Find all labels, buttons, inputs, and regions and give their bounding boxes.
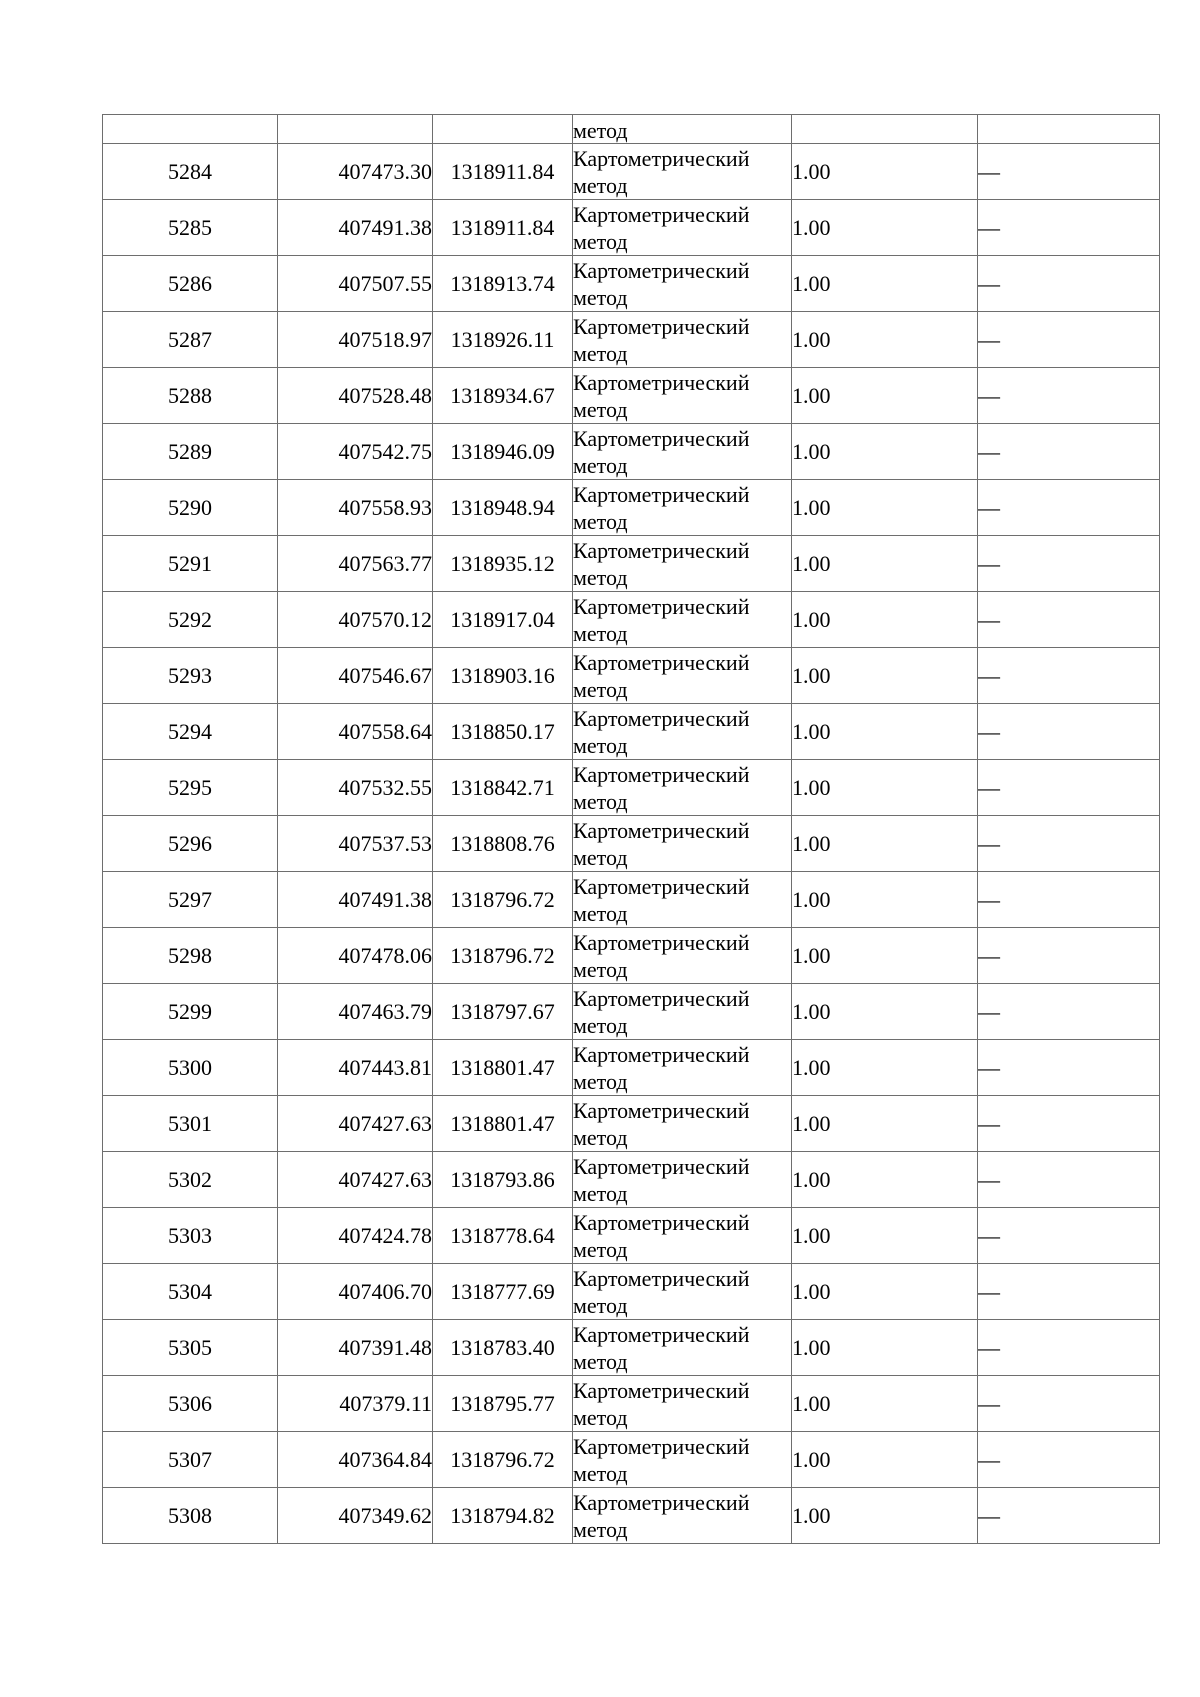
x-coordinate-cell: 407427.63 <box>278 1152 433 1208</box>
y-coordinate-cell: 1318783.40 <box>433 1320 573 1376</box>
table-row <box>103 1264 1160 1320</box>
point-number-cell: 5293 <box>103 648 278 704</box>
point-number-cell: 5300 <box>103 1040 278 1096</box>
method-text-line-1: Картометрический <box>573 481 750 507</box>
method-text-line-2: метод <box>573 228 628 254</box>
point-number-cell: 5304 <box>103 1264 278 1320</box>
method-cell <box>573 1432 792 1488</box>
precision-cell: 1.00 <box>792 368 978 424</box>
point-number-cell: 5288 <box>103 368 278 424</box>
point-number-cell: 5298 <box>103 928 278 984</box>
note-cell: — <box>978 368 1160 424</box>
method-text-line-2: метод <box>573 1516 628 1542</box>
point-number-cell: 5289 <box>103 424 278 480</box>
y-coordinate-cell: 1318777.69 <box>433 1264 573 1320</box>
y-coordinate-cell: 1318911.84 <box>433 144 573 200</box>
method-text-line-2: метод <box>573 508 628 534</box>
table-row <box>103 760 1160 816</box>
table-row <box>103 1376 1160 1432</box>
point-number-cell: 5296 <box>103 816 278 872</box>
method-cell <box>573 1320 792 1376</box>
method-cell <box>573 480 792 536</box>
table-row <box>103 1432 1160 1488</box>
x-coordinate-cell: 407563.77 <box>278 536 433 592</box>
table-row <box>103 480 1160 536</box>
note-cell: — <box>978 1432 1160 1488</box>
method-text-line-1: Картометрический <box>573 1265 750 1291</box>
note-cell: — <box>978 648 1160 704</box>
x-coordinate-cell: 407391.48 <box>278 1320 433 1376</box>
method-cell <box>573 424 792 480</box>
precision-cell: 1.00 <box>792 1096 978 1152</box>
table-row <box>103 144 1160 200</box>
method-text-line-2: метод <box>573 620 628 646</box>
method-text-line-2: метод <box>573 284 628 310</box>
method-text-line-2: метод <box>573 732 628 758</box>
method-text-line-1: Картометрический <box>573 425 750 451</box>
precision-cell: 1.00 <box>792 1040 978 1096</box>
method-text-line-2: метод <box>573 1012 628 1038</box>
point-number-cell: 5303 <box>103 1208 278 1264</box>
precision-cell: 1.00 <box>792 480 978 536</box>
x-coordinate-cell: 407478.06 <box>278 928 433 984</box>
precision-cell: 1.00 <box>792 592 978 648</box>
precision-cell: 1.00 <box>792 536 978 592</box>
x-coordinate-cell: 407427.63 <box>278 1096 433 1152</box>
method-text-line-2: метод <box>573 1068 628 1094</box>
x-coordinate-cell: 407379.11 <box>278 1376 433 1432</box>
x-coordinate-cell <box>278 115 433 144</box>
precision-cell: 1.00 <box>792 1488 978 1544</box>
x-coordinate-cell: 407443.81 <box>278 1040 433 1096</box>
x-coordinate-cell: 407558.64 <box>278 704 433 760</box>
note-cell: — <box>978 1096 1160 1152</box>
x-coordinate-cell: 407532.55 <box>278 760 433 816</box>
y-coordinate-cell: 1318801.47 <box>433 1096 573 1152</box>
method-cell <box>573 368 792 424</box>
method-text-line-2: метод <box>573 844 628 870</box>
method-text-line-1: Картометрический <box>573 929 750 955</box>
x-coordinate-cell: 407424.78 <box>278 1208 433 1264</box>
y-coordinate-cell: 1318796.72 <box>433 872 573 928</box>
note-cell: — <box>978 984 1160 1040</box>
point-number-cell: 5292 <box>103 592 278 648</box>
method-text-line-1: Картометрический <box>573 705 750 731</box>
x-coordinate-cell: 407558.93 <box>278 480 433 536</box>
method-text-line-1: Картометрический <box>573 1321 750 1347</box>
note-cell: — <box>978 424 1160 480</box>
point-number-cell: 5291 <box>103 536 278 592</box>
table-row <box>103 1152 1160 1208</box>
coordinates-table-body <box>103 115 1160 1544</box>
method-cell <box>573 760 792 816</box>
method-text-line-2: метод <box>573 172 628 198</box>
method-text-line-1: Картометрический <box>573 1489 750 1515</box>
y-coordinate-cell: 1318796.72 <box>433 1432 573 1488</box>
y-coordinate-cell: 1318917.04 <box>433 592 573 648</box>
y-coordinate-cell: 1318948.94 <box>433 480 573 536</box>
method-cell <box>573 648 792 704</box>
y-coordinate-cell: 1318796.72 <box>433 928 573 984</box>
x-coordinate-cell: 407364.84 <box>278 1432 433 1488</box>
method-text-line-1: Картометрический <box>573 201 750 227</box>
note-cell: — <box>978 928 1160 984</box>
note-cell: — <box>978 704 1160 760</box>
method-text-line-2: метод <box>573 1180 628 1206</box>
method-text-line-1: Картометрический <box>573 1209 750 1235</box>
point-number-cell: 5305 <box>103 1320 278 1376</box>
table-row <box>103 984 1160 1040</box>
table-row <box>103 312 1160 368</box>
x-coordinate-cell: 407518.97 <box>278 312 433 368</box>
continuation-row <box>103 115 1160 144</box>
precision-cell: 1.00 <box>792 1432 978 1488</box>
method-text-line-1: Картометрический <box>573 1041 750 1067</box>
precision-cell: 1.00 <box>792 1376 978 1432</box>
precision-cell: 1.00 <box>792 1320 978 1376</box>
table-row <box>103 704 1160 760</box>
method-text-line-2: метод <box>573 788 628 814</box>
point-number-cell: 5297 <box>103 872 278 928</box>
point-number-cell: 5294 <box>103 704 278 760</box>
precision-cell: 1.00 <box>792 648 978 704</box>
method-text-line-2: метод <box>573 900 628 926</box>
y-coordinate-cell <box>433 115 573 144</box>
method-text-line-2: метод <box>573 1348 628 1374</box>
note-cell: — <box>978 1320 1160 1376</box>
table-row <box>103 368 1160 424</box>
y-coordinate-cell: 1318797.67 <box>433 984 573 1040</box>
method-text-line-1: Картометрический <box>573 873 750 899</box>
x-coordinate-cell: 407406.70 <box>278 1264 433 1320</box>
method-cell <box>573 1376 792 1432</box>
precision-cell: 1.00 <box>792 984 978 1040</box>
note-cell: — <box>978 1040 1160 1096</box>
note-cell: — <box>978 536 1160 592</box>
point-number-cell: 5306 <box>103 1376 278 1432</box>
x-coordinate-cell: 407546.67 <box>278 648 433 704</box>
method-cell <box>573 984 792 1040</box>
method-cell <box>573 256 792 312</box>
y-coordinate-cell: 1318935.12 <box>433 536 573 592</box>
precision-cell: 1.00 <box>792 928 978 984</box>
method-cell <box>573 1040 792 1096</box>
precision-cell: 1.00 <box>792 256 978 312</box>
precision-cell: 1.00 <box>792 872 978 928</box>
method-cell: метод <box>573 115 792 144</box>
x-coordinate-cell: 407463.79 <box>278 984 433 1040</box>
table-row <box>103 256 1160 312</box>
table-row <box>103 928 1160 984</box>
method-text-line-1: Картометрический <box>573 145 750 171</box>
y-coordinate-cell: 1318793.86 <box>433 1152 573 1208</box>
method-cell <box>573 816 792 872</box>
note-cell: — <box>978 480 1160 536</box>
precision-cell: 1.00 <box>792 424 978 480</box>
point-number-cell: 5307 <box>103 1432 278 1488</box>
method-text-line-2: метод <box>573 1460 628 1486</box>
note-cell: — <box>978 592 1160 648</box>
table-row <box>103 816 1160 872</box>
x-coordinate-cell: 407537.53 <box>278 816 433 872</box>
method-cell <box>573 312 792 368</box>
y-coordinate-cell: 1318911.84 <box>433 200 573 256</box>
point-number-cell: 5285 <box>103 200 278 256</box>
y-coordinate-cell: 1318934.67 <box>433 368 573 424</box>
point-number-cell: 5286 <box>103 256 278 312</box>
precision-cell: 1.00 <box>792 760 978 816</box>
table-row <box>103 872 1160 928</box>
method-text-line-1: Картометрический <box>573 649 750 675</box>
method-text-line-1: Картометрический <box>573 313 750 339</box>
table-row <box>103 648 1160 704</box>
method-cell <box>573 1208 792 1264</box>
x-coordinate-cell: 407491.38 <box>278 872 433 928</box>
point-number-cell: 5284 <box>103 144 278 200</box>
precision-cell: 1.00 <box>792 1152 978 1208</box>
method-text-line-1: Картометрический <box>573 761 750 787</box>
note-cell: — <box>978 816 1160 872</box>
precision-cell: 1.00 <box>792 704 978 760</box>
coordinates-table <box>102 114 1160 1544</box>
method-text-line-2: метод <box>573 1404 628 1430</box>
method-text-line-1: Картометрический <box>573 1153 750 1179</box>
note-cell: — <box>978 256 1160 312</box>
note-cell: — <box>978 1208 1160 1264</box>
note-cell: — <box>978 200 1160 256</box>
note-cell: — <box>978 1264 1160 1320</box>
point-number-cell: 5308 <box>103 1488 278 1544</box>
table-row <box>103 1040 1160 1096</box>
method-cell <box>573 872 792 928</box>
y-coordinate-cell: 1318850.17 <box>433 704 573 760</box>
method-text-line-1: Картометрический <box>573 985 750 1011</box>
y-coordinate-cell: 1318903.16 <box>433 648 573 704</box>
method-cell <box>573 144 792 200</box>
precision-cell: 1.00 <box>792 144 978 200</box>
note-cell: — <box>978 760 1160 816</box>
table-row <box>103 200 1160 256</box>
precision-cell: 1.00 <box>792 200 978 256</box>
y-coordinate-cell: 1318926.11 <box>433 312 573 368</box>
y-coordinate-cell: 1318946.09 <box>433 424 573 480</box>
method-text-line-2: метод <box>573 564 628 590</box>
method-text-line-1: Картометрический <box>573 1433 750 1459</box>
x-coordinate-cell: 407528.48 <box>278 368 433 424</box>
method-cell <box>573 704 792 760</box>
method-text-line-1: Картометрический <box>573 1097 750 1123</box>
method-cell <box>573 200 792 256</box>
method-cell <box>573 1488 792 1544</box>
method-text-line-2: метод <box>573 340 628 366</box>
y-coordinate-cell: 1318801.47 <box>433 1040 573 1096</box>
point-number-cell: 5301 <box>103 1096 278 1152</box>
method-text-line-1: Картометрический <box>573 257 750 283</box>
x-coordinate-cell: 407491.38 <box>278 200 433 256</box>
x-coordinate-cell: 407349.62 <box>278 1488 433 1544</box>
method-text-line-2: метод <box>573 1292 628 1318</box>
method-text-line-1: Картометрический <box>573 1377 750 1403</box>
method-cell <box>573 592 792 648</box>
method-cell <box>573 928 792 984</box>
table-row <box>103 536 1160 592</box>
method-cell <box>573 1096 792 1152</box>
precision-cell: 1.00 <box>792 816 978 872</box>
note-cell: — <box>978 312 1160 368</box>
table-row <box>103 424 1160 480</box>
point-number-cell <box>103 115 278 144</box>
precision-cell: 1.00 <box>792 1208 978 1264</box>
note-cell: — <box>978 1376 1160 1432</box>
table-row <box>103 592 1160 648</box>
method-text-line-1: Картометрический <box>573 817 750 843</box>
note-cell: — <box>978 1488 1160 1544</box>
method-text-line-2: метод <box>573 676 628 702</box>
precision-cell: 1.00 <box>792 1264 978 1320</box>
x-coordinate-cell: 407542.75 <box>278 424 433 480</box>
table-row <box>103 1208 1160 1264</box>
y-coordinate-cell: 1318913.74 <box>433 256 573 312</box>
point-number-cell: 5287 <box>103 312 278 368</box>
point-number-cell: 5302 <box>103 1152 278 1208</box>
method-cell <box>573 1264 792 1320</box>
x-coordinate-cell: 407507.55 <box>278 256 433 312</box>
x-coordinate-cell: 407473.30 <box>278 144 433 200</box>
point-number-cell: 5295 <box>103 760 278 816</box>
table-row <box>103 1096 1160 1152</box>
method-cell <box>573 536 792 592</box>
method-text-line-1: Картометрический <box>573 369 750 395</box>
method-text-line-2: метод <box>573 1124 628 1150</box>
table-row <box>103 1320 1160 1376</box>
note-cell <box>978 115 1160 144</box>
note-cell: — <box>978 872 1160 928</box>
note-cell: — <box>978 144 1160 200</box>
method-text-line-2: метод <box>573 956 628 982</box>
point-number-cell: 5290 <box>103 480 278 536</box>
method-cell <box>573 1152 792 1208</box>
point-number-cell: 5299 <box>103 984 278 1040</box>
method-text-line-2: метод <box>573 396 628 422</box>
y-coordinate-cell: 1318842.71 <box>433 760 573 816</box>
method-text-line-2: метод <box>573 1236 628 1262</box>
table-row <box>103 1488 1160 1544</box>
x-coordinate-cell: 407570.12 <box>278 592 433 648</box>
precision-cell <box>792 115 978 144</box>
y-coordinate-cell: 1318778.64 <box>433 1208 573 1264</box>
method-text-line-1: Картометрический <box>573 593 750 619</box>
precision-cell: 1.00 <box>792 312 978 368</box>
y-coordinate-cell: 1318808.76 <box>433 816 573 872</box>
method-text-line-1: Картометрический <box>573 537 750 563</box>
y-coordinate-cell: 1318795.77 <box>433 1376 573 1432</box>
method-text-line-2: метод <box>573 452 628 478</box>
note-cell: — <box>978 1152 1160 1208</box>
y-coordinate-cell: 1318794.82 <box>433 1488 573 1544</box>
